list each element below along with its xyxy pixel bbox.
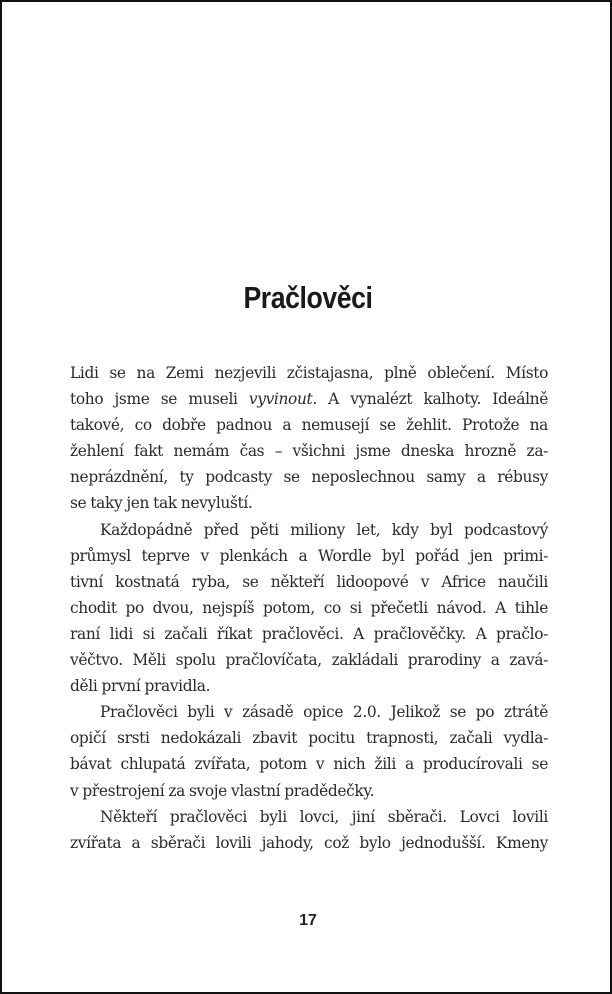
text-line: Lidi se na Zemi nezjevili zčistajasna, plně oblečení. Místo xyxy=(70,364,548,382)
italic-word: vyvinout xyxy=(248,390,313,409)
paragraph xyxy=(70,699,548,803)
text-line: opičí srsti nedokázali zbavit pocitu trapnosti, začali vydla- xyxy=(70,729,548,748)
paragraph xyxy=(70,517,548,700)
text-line xyxy=(70,386,548,412)
text-line: žehlení fakt nemám čas – všichni jsme dneska hrozně za- xyxy=(70,442,548,461)
paragraph xyxy=(70,360,548,517)
text-line: raní lidi si začali říkat pračlověci. A pračlověčky. A pračlo- xyxy=(70,624,548,643)
text-line: Každopádně před pěti miliony let, kdy byl podcastový xyxy=(100,520,548,539)
text-line: děli první pravidla. xyxy=(70,677,211,696)
text-line: v přestrojení za svoje vlastní pradědečky. xyxy=(70,781,375,800)
text-line: se taky jen tak nevyluští. xyxy=(70,494,253,513)
text-line: neprázdnění, ty podcasty se neposlechnou samy a rébusy xyxy=(70,468,548,487)
text-line: Někteří pračlověci byli lovci, jiní sběrači. Lovci lovili xyxy=(100,807,548,826)
text-line: tivní kostnatá ryba, se někteří lidoopové v Africe naučili xyxy=(70,572,548,591)
text-line: průmysl teprve v plenkách a Wordle byl pořád jen primi- xyxy=(70,546,548,565)
text-line: Pračlověci byli v zásadě opice 2.0. Jelikož se po ztrátě xyxy=(100,703,548,722)
text-span: . A vynalézt kalhoty. Ideálně xyxy=(312,390,549,409)
paragraph xyxy=(70,804,548,856)
text-line: věčtvo. Měli spolu pračlovíčata, zakládali prarodiny a zavá- xyxy=(70,651,548,670)
chapter-body xyxy=(70,360,548,856)
text-span: toho jsme se museli xyxy=(70,390,249,409)
text-line: chodit po dvou, nejspíš potom, co si přečetli návod. A tihle xyxy=(70,598,548,617)
page-number: 17 xyxy=(299,912,317,929)
chapter-title: Pračlověci xyxy=(243,280,373,315)
text-line: zvířata a sběrači lovili jahody, což bylo jednodušší. Kmeny xyxy=(70,833,548,852)
text-line: bávat chlupatá zvířata, potom v nich žili a producírovali se xyxy=(70,755,548,774)
text-line: takové, co dobře padnou a nemusejí se žehlit. Protože na xyxy=(70,416,548,435)
